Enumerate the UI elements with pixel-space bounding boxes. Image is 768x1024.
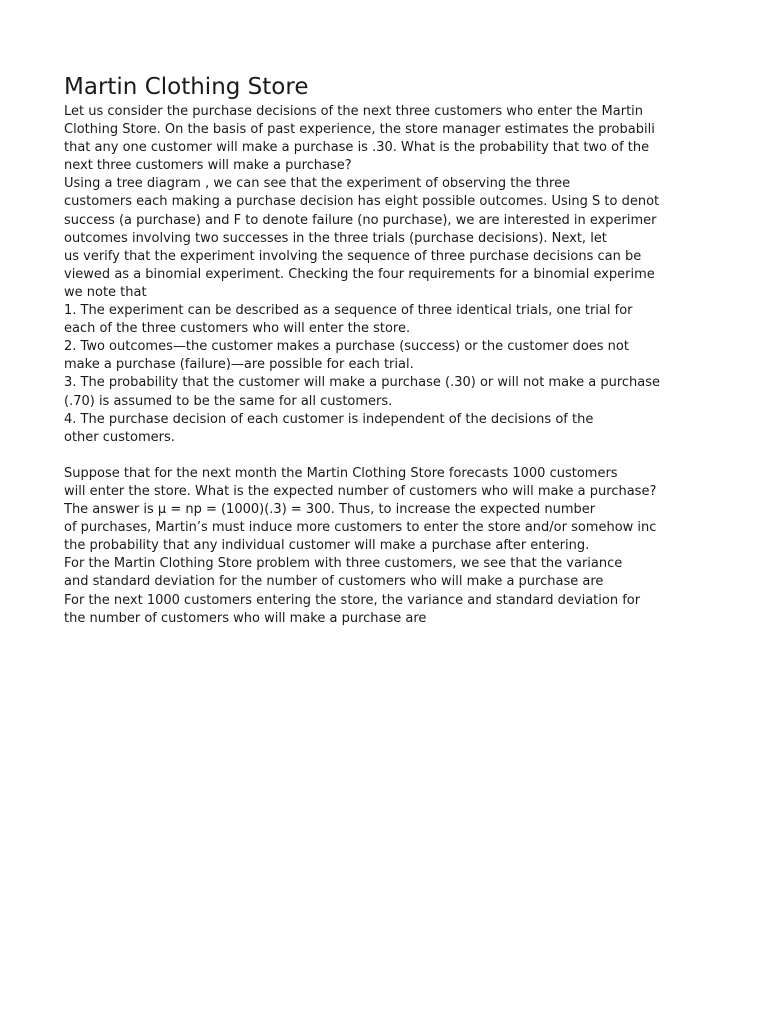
document-page [64, 72, 694, 628]
text-line: Clothing Store. On the basis of past experience, the store manager estimates the probabili [64, 122, 655, 138]
text-line: and standard deviation for the number of customers who will make a purchase are [64, 574, 604, 590]
list-item-4-continued: other customers. [64, 429, 175, 445]
text-line: The answer is μ = np = (1000)(.3) = 300. Thus, to increase the expected number [64, 502, 596, 518]
list-item-2-continued: make a purchase (failure)—are possible for each trial. [64, 357, 414, 373]
text-line: customers each making a purchase decision has eight possible outcomes. Using S to denot [64, 194, 660, 210]
list-item-3: 3. The probability that the customer will make a purchase (.30) or will not make a purchase [64, 375, 661, 391]
document-title: Martin Clothing Store [64, 74, 309, 100]
text-line: For the Martin Clothing Store problem with three customers, we see that the variance [64, 556, 623, 572]
blank-line [64, 447, 694, 465]
text-line: viewed as a binomial experiment. Checking the four requirements for a binomial experime [64, 266, 655, 282]
text-line: Suppose that for the next month the Martin Clothing Store forecasts 1000 customers [64, 465, 618, 481]
list-item-4: 4. The purchase decision of each customer is independent of the decisions of the [64, 411, 594, 427]
text-line: will enter the store. What is the expected number of customers who will make a purchase? [64, 483, 657, 499]
text-line: success (a purchase) and F to denote failure (no purchase), we are interested in experimer [64, 212, 657, 228]
list-item-2: 2. Two outcomes—the customer makes a purchase (success) or the customer does not [64, 339, 629, 355]
text-line: the probability that any individual customer will make a purchase after entering. [64, 538, 590, 554]
list-item-3-continued: (.70) is assumed to be the same for all customers. [64, 393, 393, 409]
document-body [64, 103, 694, 628]
text-line: next three customers will make a purchase? [64, 158, 352, 174]
text-line: the number of customers who will make a purchase are [64, 610, 427, 626]
text-line: we note that [64, 284, 147, 300]
text-line: of purchases, Martin’s must induce more customers to enter the store and/or somehow inc [64, 520, 657, 536]
text-line: that any one customer will make a purchase is .30. What is the probability that two of the [64, 140, 650, 156]
text-line: us verify that the experiment involving the sequence of three purchase decisions can be [64, 248, 642, 264]
list-item-1-continued: each of the three customers who will enter the store. [64, 321, 411, 337]
list-item-1: 1. The experiment can be described as a sequence of three identical trials, one trial for [64, 303, 633, 319]
text-line: Using a tree diagram , we can see that the experiment of observing the three [64, 176, 571, 192]
text-line: For the next 1000 customers entering the store, the variance and standard deviation for [64, 592, 641, 608]
text-line: Let us consider the purchase decisions of the next three customers who enter the Martin [64, 104, 644, 119]
text-line: outcomes involving two successes in the three trials (purchase decisions). Next, let [64, 230, 607, 246]
